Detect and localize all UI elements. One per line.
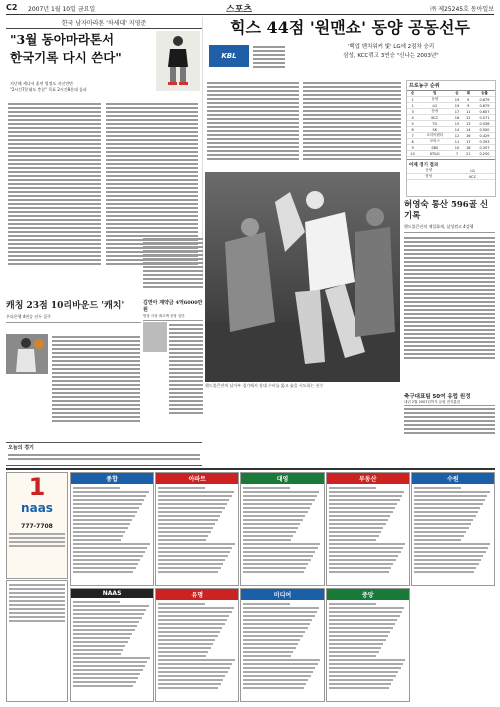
ad-title: NAAS — [71, 589, 153, 598]
ad-listing — [327, 484, 409, 576]
classified-ad[interactable] — [155, 588, 239, 702]
ad-listing — [412, 484, 494, 576]
standings-cell: TG — [418, 121, 451, 127]
ad-listing — [156, 484, 238, 576]
standings-cell: 4 — [407, 115, 418, 121]
result-cell: 삼성 — [407, 174, 450, 180]
ad-title: 부동산 — [327, 473, 409, 484]
a3-headline: 김연아 계약금 4억6000만원 — [143, 300, 203, 313]
lead-headline: 힉스 44점 '원맨쇼' 동양 공동선두 — [230, 18, 470, 37]
standings-cell: 12 — [463, 115, 474, 121]
classified-ad[interactable] — [326, 472, 410, 586]
a2-body — [52, 334, 140, 434]
small-ad — [6, 580, 68, 702]
standings-cell: 1 — [407, 103, 418, 109]
lead-subhead: '백업 벤치워커 빛' LG에 2점차 승리 삼성, KCC꺾고 3연승 "신나는 2003년" — [343, 44, 439, 59]
a5-headline: 축구대표팀 50여 유럽 원정 — [404, 394, 471, 400]
classified-ad[interactable] — [70, 472, 154, 586]
ad-title: 미디어 — [241, 589, 323, 600]
a4-body — [404, 235, 495, 375]
ad-listing — [241, 484, 323, 576]
player-figure — [6, 334, 48, 374]
classified-ad[interactable] — [155, 472, 239, 586]
standings-row — [407, 151, 495, 157]
standings-cell: 0.357 — [474, 145, 495, 151]
standings-cell: 0.250 — [474, 151, 495, 157]
standings-cell: 19 — [451, 103, 462, 109]
result-cell: KCC — [450, 174, 495, 180]
standings-cell: 19 — [451, 97, 462, 103]
result-row — [407, 174, 495, 180]
standings-cell: 5 — [407, 121, 418, 127]
standings-col-header: 순 — [407, 91, 418, 97]
classified-ad[interactable] — [240, 472, 324, 586]
ad-title: 종합 — [71, 473, 153, 484]
a3-subhead: 빙상 사상 최고액 신당 입단 — [143, 314, 203, 321]
standings-cell: SBS — [418, 145, 451, 151]
standings-cell: 10 — [451, 145, 462, 151]
standings-cell: 코리아텐더 — [418, 133, 451, 139]
naas-ad — [6, 472, 68, 579]
standings-cell: 14 — [463, 127, 474, 133]
result-cell: 동양 — [407, 168, 450, 174]
standings-cell: 16 — [451, 115, 462, 121]
ad-title: 유명 — [156, 589, 238, 600]
standings-table — [406, 80, 496, 197]
lead-body-2 — [303, 80, 401, 170]
article-kimyuna — [143, 300, 203, 440]
standings-cell: 0.607 — [474, 109, 495, 115]
ad-grid — [69, 472, 495, 702]
lead-article — [205, 17, 495, 77]
naas-number: 1 — [28, 473, 46, 501]
standings-col-header: 패 — [463, 91, 474, 97]
standings-cell: 9 — [407, 145, 418, 151]
results-grid — [407, 168, 495, 180]
standings-cell: 10 — [407, 151, 418, 157]
standings-cell: 모비스 — [418, 139, 451, 145]
body-col-1 — [8, 101, 101, 273]
standings-cell: 17 — [451, 109, 462, 115]
naas-brand: naas — [21, 501, 53, 515]
standings-cell: 8 — [407, 139, 418, 145]
standings-cell: KCC — [418, 115, 451, 121]
results-title: 어제 경기 결과 — [407, 159, 495, 168]
standings-cell: 0.429 — [474, 133, 495, 139]
ad-title: 대영 — [241, 473, 323, 484]
classified-ad[interactable] — [326, 588, 410, 702]
ad-title: 중앙 — [327, 589, 409, 600]
kbl-logo: KBL — [209, 45, 249, 67]
article-soccer — [404, 392, 495, 447]
a2-headline: 캐칭 23점 10리바운드 '캐치' — [6, 301, 125, 311]
a3-body — [169, 322, 203, 432]
a1-continued — [143, 236, 203, 296]
naas-phone: 777-7708 — [21, 523, 53, 530]
standings-cell: 9 — [463, 97, 474, 103]
standings-cell: SK — [418, 127, 451, 133]
standings-cell: 14 — [451, 127, 462, 133]
ad-listing — [71, 598, 153, 690]
standings-cell: 12 — [451, 133, 462, 139]
handball-photo — [205, 172, 400, 382]
classified-ad[interactable] — [70, 588, 154, 702]
standings-col-header: 승 — [451, 91, 462, 97]
standings-cell: 0.536 — [474, 121, 495, 127]
standings-col-header: 승률 — [474, 91, 495, 97]
standings-cell: 0.679 — [474, 103, 495, 109]
catching-photo — [6, 334, 48, 374]
result-cell: LG — [450, 168, 495, 174]
subhead: 지난해 케냐서 훈련 열정도 자신만만 "2시간7분대도 충분" 목표 2시간8분대 돌파 — [10, 81, 87, 92]
page-header — [6, 2, 494, 15]
today-games — [6, 442, 202, 466]
athlete-photo — [156, 31, 200, 91]
standings-cell: 7 — [407, 133, 418, 139]
standings-title: 프로농구 순위 — [407, 81, 495, 91]
a2-subhead: 우리은행 4연승 선두 질주 — [6, 314, 141, 323]
standings-cell: 21 — [463, 151, 474, 157]
standings-col-header: 팀 — [418, 91, 451, 97]
ad-listing — [241, 600, 323, 692]
classified-ad[interactable] — [240, 588, 324, 702]
standings-cell: 7 — [451, 151, 462, 157]
classified-ads — [6, 468, 495, 706]
a4-headline: 허영숙 통산 596골 신기록 — [404, 200, 489, 221]
standings-cell: 0.500 — [474, 127, 495, 133]
ad-listing — [156, 600, 238, 692]
standings-cell: 17 — [463, 139, 474, 145]
standings-cell: KT&G — [418, 151, 451, 157]
a5-subhead: 내년 2월 2007년까지 유럽 전지훈련 — [404, 400, 495, 406]
ad-listing — [71, 484, 153, 576]
handball-scene — [205, 172, 400, 382]
page-number: C2 — [6, 3, 18, 12]
standings-cell: 3 — [407, 109, 418, 115]
standings-cell: 15 — [451, 121, 462, 127]
headline: "3월 동아마라톤서 한국기록 다시 쓴다" — [10, 32, 122, 65]
today-title: 오늘의 경기 — [8, 445, 34, 451]
standings-cell: 16 — [463, 133, 474, 139]
standings-cell: 11 — [451, 139, 462, 145]
standings-cell: 0.679 — [474, 97, 495, 103]
kicker: 한국 남자마라톤 '차세대' 지영준 — [6, 17, 202, 29]
issue-date: 2007년 1월 10일 금요일 — [28, 6, 96, 13]
a5-body — [404, 406, 495, 441]
standings-cell: 삼성 — [418, 109, 451, 115]
standings-cell: 0.393 — [474, 139, 495, 145]
standings-cell: 1 — [407, 97, 418, 103]
article-handball — [404, 200, 495, 390]
kimyuna-photo — [143, 322, 167, 352]
lead-intro — [253, 44, 285, 72]
standings-cell: LG — [418, 103, 451, 109]
ad-listing — [327, 600, 409, 692]
photo-caption: 핸드볼큰잔치 남자부 경기에서 상대 수비를 뚫고 슛을 시도하는 선수 — [205, 383, 324, 388]
lead-body-1 — [207, 80, 299, 170]
standings-grid — [407, 91, 495, 157]
standings-cell: 18 — [463, 145, 474, 151]
standings-cell: 13 — [463, 121, 474, 127]
standings-cell: 9 — [463, 103, 474, 109]
standings-cell: 11 — [463, 109, 474, 115]
standings-cell: 0.571 — [474, 115, 495, 121]
a4-subhead: 핸드볼큰잔치 제일화재, 삼성꺾고 4강행 — [404, 224, 495, 233]
ad-title: 수원 — [412, 473, 494, 484]
article-catching — [6, 300, 141, 440]
ad-title: 아파트 — [156, 473, 238, 484]
classified-ad[interactable] — [411, 472, 495, 586]
runner-figure — [156, 31, 200, 91]
section-title: 스포츠 — [226, 5, 253, 15]
standings-cell: 6 — [407, 127, 418, 133]
standings-cell: 동양 — [418, 97, 451, 103]
masthead: ㈜ 제25245호 동아일보 — [430, 6, 494, 13]
